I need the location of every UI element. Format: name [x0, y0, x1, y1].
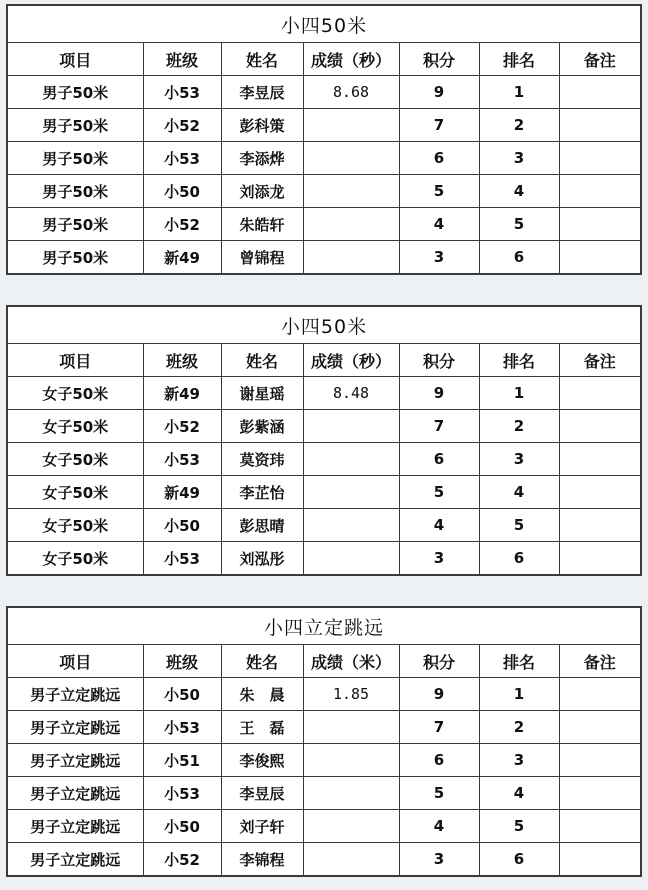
header-row: [7, 645, 641, 678]
cell-class: 小53: [143, 76, 221, 109]
cell-score: [303, 810, 399, 843]
cell-remark: [559, 241, 641, 275]
cell-item: 男子立定跳远: [7, 678, 143, 711]
cell-remark: [559, 377, 641, 410]
table-row: [7, 810, 641, 843]
cell-item: 男子立定跳远: [7, 777, 143, 810]
cell-item: 男子50米: [7, 208, 143, 241]
cell-rank: 1: [479, 76, 559, 109]
header-row: [7, 43, 641, 76]
cell-name: 李添烨: [221, 142, 303, 175]
cell-remark: [559, 410, 641, 443]
cell-class: 新49: [143, 476, 221, 509]
cell-score: [303, 476, 399, 509]
cell-class: 小51: [143, 744, 221, 777]
cell-rank: 1: [479, 377, 559, 410]
cell-score: [303, 410, 399, 443]
cell-name: 莫资玮: [221, 443, 303, 476]
cell-rank: 4: [479, 777, 559, 810]
cell-rank: 6: [479, 241, 559, 275]
cell-rank: 2: [479, 109, 559, 142]
table-row: [7, 542, 641, 576]
header-remark: 备注: [559, 43, 641, 76]
cell-rank: 5: [479, 810, 559, 843]
cell-item: 男子50米: [7, 76, 143, 109]
cell-remark: [559, 109, 641, 142]
cell-item: 男子50米: [7, 175, 143, 208]
cell-rank: 3: [479, 744, 559, 777]
cell-points: 7: [399, 711, 479, 744]
cell-name: 李昱辰: [221, 777, 303, 810]
cell-name: 刘子轩: [221, 810, 303, 843]
table-row: [7, 509, 641, 542]
cell-score: [303, 711, 399, 744]
cell-points: 4: [399, 208, 479, 241]
cell-item: 男子立定跳远: [7, 744, 143, 777]
cell-score: [303, 241, 399, 275]
header-class: 班级: [143, 43, 221, 76]
cell-remark: [559, 142, 641, 175]
table-row: [7, 208, 641, 241]
table-row: [7, 476, 641, 509]
cell-item: 女子50米: [7, 542, 143, 576]
header-item: 项目: [7, 43, 143, 76]
cell-score: [303, 142, 399, 175]
cell-points: 6: [399, 744, 479, 777]
cell-item: 女子50米: [7, 509, 143, 542]
cell-points: 9: [399, 678, 479, 711]
header-remark: 备注: [559, 344, 641, 377]
cell-rank: 5: [479, 208, 559, 241]
cell-item: 男子立定跳远: [7, 810, 143, 843]
cell-score: [303, 208, 399, 241]
cell-remark: [559, 76, 641, 109]
cell-remark: [559, 711, 641, 744]
cell-score: [303, 175, 399, 208]
header-rank: 排名: [479, 645, 559, 678]
cell-class: 小53: [143, 777, 221, 810]
cell-class: 小53: [143, 443, 221, 476]
header-class: 班级: [143, 344, 221, 377]
cell-rank: 1: [479, 678, 559, 711]
cell-item: 女子50米: [7, 410, 143, 443]
header-remark: 备注: [559, 645, 641, 678]
cell-rank: 3: [479, 443, 559, 476]
cell-remark: [559, 542, 641, 576]
header-name: 姓名: [221, 344, 303, 377]
header-item: 项目: [7, 645, 143, 678]
cell-points: 5: [399, 777, 479, 810]
cell-name: 李芷怡: [221, 476, 303, 509]
table-row: [7, 76, 641, 109]
cell-name: 王 磊: [221, 711, 303, 744]
cell-points: 7: [399, 109, 479, 142]
cell-name: 彭思晴: [221, 509, 303, 542]
cell-score: 8.48: [303, 377, 399, 410]
table-row: [7, 410, 641, 443]
header-rank: 排名: [479, 344, 559, 377]
cell-name: 朱皓轩: [221, 208, 303, 241]
header-score: 成绩（秒）: [303, 43, 399, 76]
cell-class: 小52: [143, 208, 221, 241]
cell-item: 男子50米: [7, 241, 143, 275]
results-table-boys-50m: [6, 4, 642, 275]
cell-score: [303, 843, 399, 877]
cell-item: 男子50米: [7, 109, 143, 142]
cell-remark: [559, 744, 641, 777]
cell-class: 小52: [143, 109, 221, 142]
cell-score: [303, 509, 399, 542]
table-row: [7, 843, 641, 877]
cell-item: 女子50米: [7, 377, 143, 410]
header-row: [7, 344, 641, 377]
table-title: 小四50米: [7, 5, 641, 43]
cell-name: 刘泓彤: [221, 542, 303, 576]
cell-points: 3: [399, 843, 479, 877]
table-row: [7, 744, 641, 777]
cell-points: 6: [399, 443, 479, 476]
cell-score: [303, 777, 399, 810]
cell-name: 刘添龙: [221, 175, 303, 208]
cell-score: 8.68: [303, 76, 399, 109]
cell-points: 5: [399, 175, 479, 208]
cell-rank: 5: [479, 509, 559, 542]
cell-rank: 6: [479, 542, 559, 576]
header-points: 积分: [399, 43, 479, 76]
cell-class: 新49: [143, 241, 221, 275]
table-row: [7, 175, 641, 208]
cell-class: 新49: [143, 377, 221, 410]
cell-remark: [559, 208, 641, 241]
cell-item: 男子50米: [7, 142, 143, 175]
table-title: 小四立定跳远: [7, 607, 641, 645]
table-row: [7, 377, 641, 410]
results-table-boys-standing-long-jump: [6, 606, 642, 877]
cell-points: 4: [399, 509, 479, 542]
cell-remark: [559, 476, 641, 509]
cell-score: 1.85: [303, 678, 399, 711]
cell-name: 谢星瑶: [221, 377, 303, 410]
header-rank: 排名: [479, 43, 559, 76]
cell-remark: [559, 678, 641, 711]
cell-item: 女子50米: [7, 476, 143, 509]
table-row: [7, 241, 641, 275]
cell-class: 小53: [143, 711, 221, 744]
cell-name: 李昱辰: [221, 76, 303, 109]
header-name: 姓名: [221, 43, 303, 76]
header-points: 积分: [399, 344, 479, 377]
cell-class: 小52: [143, 410, 221, 443]
header-item: 项目: [7, 344, 143, 377]
cell-points: 3: [399, 241, 479, 275]
table-row: [7, 142, 641, 175]
cell-name: 李锦程: [221, 843, 303, 877]
cell-name: 彭科策: [221, 109, 303, 142]
cell-score: [303, 443, 399, 476]
cell-name: 彭紫涵: [221, 410, 303, 443]
header-points: 积分: [399, 645, 479, 678]
cell-points: 3: [399, 542, 479, 576]
header-score: 成绩（秒）: [303, 344, 399, 377]
cell-points: 9: [399, 76, 479, 109]
cell-name: 曾锦程: [221, 241, 303, 275]
cell-rank: 2: [479, 711, 559, 744]
header-score: 成绩（米）: [303, 645, 399, 678]
cell-rank: 6: [479, 843, 559, 877]
cell-rank: 4: [479, 175, 559, 208]
cell-item: 男子立定跳远: [7, 843, 143, 877]
table-title: 小四50米: [7, 306, 641, 344]
cell-score: [303, 744, 399, 777]
cell-rank: 4: [479, 476, 559, 509]
results-table-girls-50m: [6, 305, 642, 576]
cell-rank: 2: [479, 410, 559, 443]
cell-score: [303, 109, 399, 142]
cell-name: 李俊熙: [221, 744, 303, 777]
cell-rank: 3: [479, 142, 559, 175]
table-row: [7, 678, 641, 711]
cell-remark: [559, 175, 641, 208]
table-row: [7, 443, 641, 476]
cell-class: 小52: [143, 843, 221, 877]
cell-item: 男子立定跳远: [7, 711, 143, 744]
cell-points: 5: [399, 476, 479, 509]
cell-points: 4: [399, 810, 479, 843]
table-row: [7, 109, 641, 142]
cell-class: 小50: [143, 810, 221, 843]
cell-points: 9: [399, 377, 479, 410]
cell-remark: [559, 810, 641, 843]
cell-remark: [559, 777, 641, 810]
cell-item: 女子50米: [7, 443, 143, 476]
header-class: 班级: [143, 645, 221, 678]
cell-remark: [559, 843, 641, 877]
cell-points: 6: [399, 142, 479, 175]
cell-remark: [559, 443, 641, 476]
cell-score: [303, 542, 399, 576]
cell-class: 小50: [143, 509, 221, 542]
cell-class: 小50: [143, 678, 221, 711]
header-name: 姓名: [221, 645, 303, 678]
cell-class: 小53: [143, 142, 221, 175]
cell-name: 朱 晨: [221, 678, 303, 711]
cell-remark: [559, 509, 641, 542]
cell-class: 小53: [143, 542, 221, 576]
table-row: [7, 777, 641, 810]
table-row: [7, 711, 641, 744]
cell-class: 小50: [143, 175, 221, 208]
cell-points: 7: [399, 410, 479, 443]
